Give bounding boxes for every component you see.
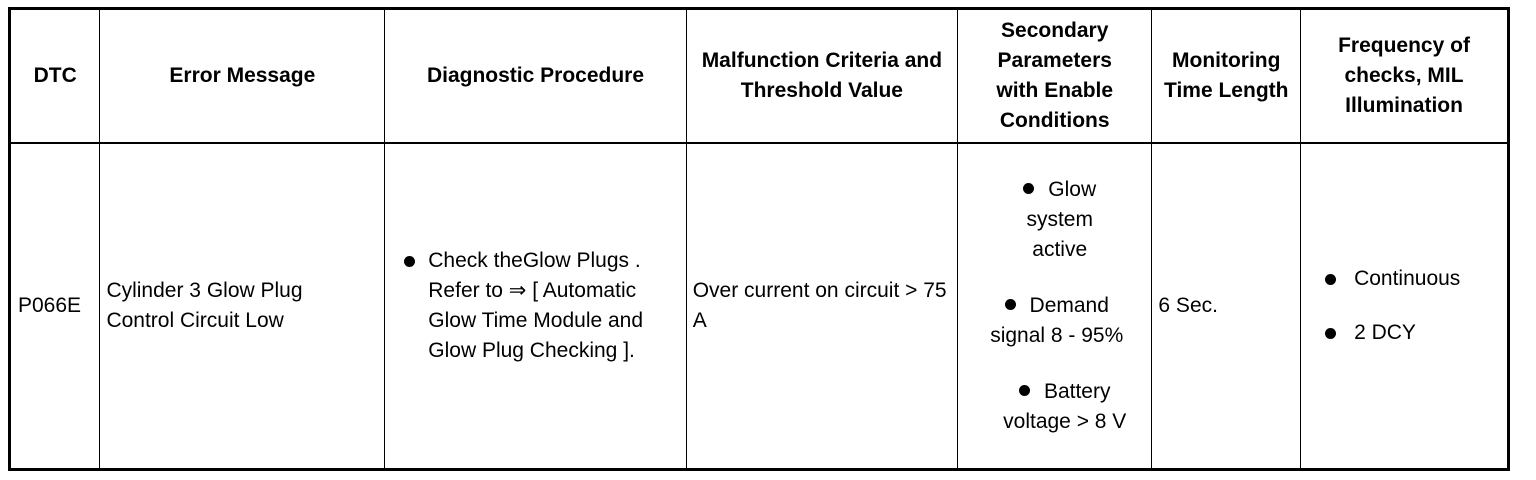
header-diagnostic-procedure: Diagnostic Procedure [385, 9, 686, 144]
bullet-icon [1023, 183, 1034, 194]
malfunction-criteria: Over current on circuit > 75 A [686, 143, 957, 470]
header-dtc: DTC [10, 9, 100, 144]
diagnostic-procedure-cell [385, 143, 686, 470]
dtc-table [8, 7, 1510, 471]
monitoring-time: 6 Sec. [1152, 143, 1301, 470]
error-message: Cylinder 3 Glow Plug Control Circuit Low [100, 143, 385, 470]
header-malfunction-criteria: Malfunction Criteria and Threshold Value [686, 9, 957, 144]
bullet-icon [1019, 385, 1030, 396]
bullet-icon [1325, 328, 1336, 339]
header-error-message: Error Message [100, 9, 385, 144]
frequency-cell [1301, 143, 1509, 470]
header-row [10, 9, 1509, 144]
header-monitoring-time: Monitoring Time Length [1152, 9, 1301, 144]
secondary-parameter-text: Demand signal 8 - 95% [990, 294, 1124, 347]
secondary-parameter-text: Battery voltage > 8 V [1003, 380, 1127, 433]
frequency-text: 2 DCY [1354, 321, 1416, 344]
header-frequency: Frequency of checks, MIL Illumination [1301, 9, 1509, 144]
frequency-text: Continuous [1354, 267, 1461, 290]
dtc-code: P066E [10, 143, 100, 470]
header-secondary-parameters: Secondary Parameters with Enable Conditions [958, 9, 1152, 144]
secondary-parameters-list [958, 175, 1151, 437]
list-item [958, 377, 1151, 437]
list-item [958, 291, 1151, 351]
diagnostic-procedure-list [389, 246, 681, 366]
bullet-icon [1325, 274, 1336, 285]
bullet-icon [1005, 299, 1016, 310]
list-item [1305, 264, 1503, 294]
list-item [389, 246, 681, 366]
frequency-list [1305, 264, 1503, 348]
procedure-text: Check theGlow Plugs . Refer to ⇒ [ Automatic Glow Time Module and Glow Plug Checking ]. [428, 249, 644, 362]
secondary-parameters-cell [958, 143, 1152, 470]
bullet-icon [404, 256, 415, 267]
table-row [10, 143, 1509, 470]
list-item [1305, 318, 1503, 348]
list-item [958, 175, 1151, 265]
secondary-parameter-text: Glow system active [1026, 178, 1097, 261]
